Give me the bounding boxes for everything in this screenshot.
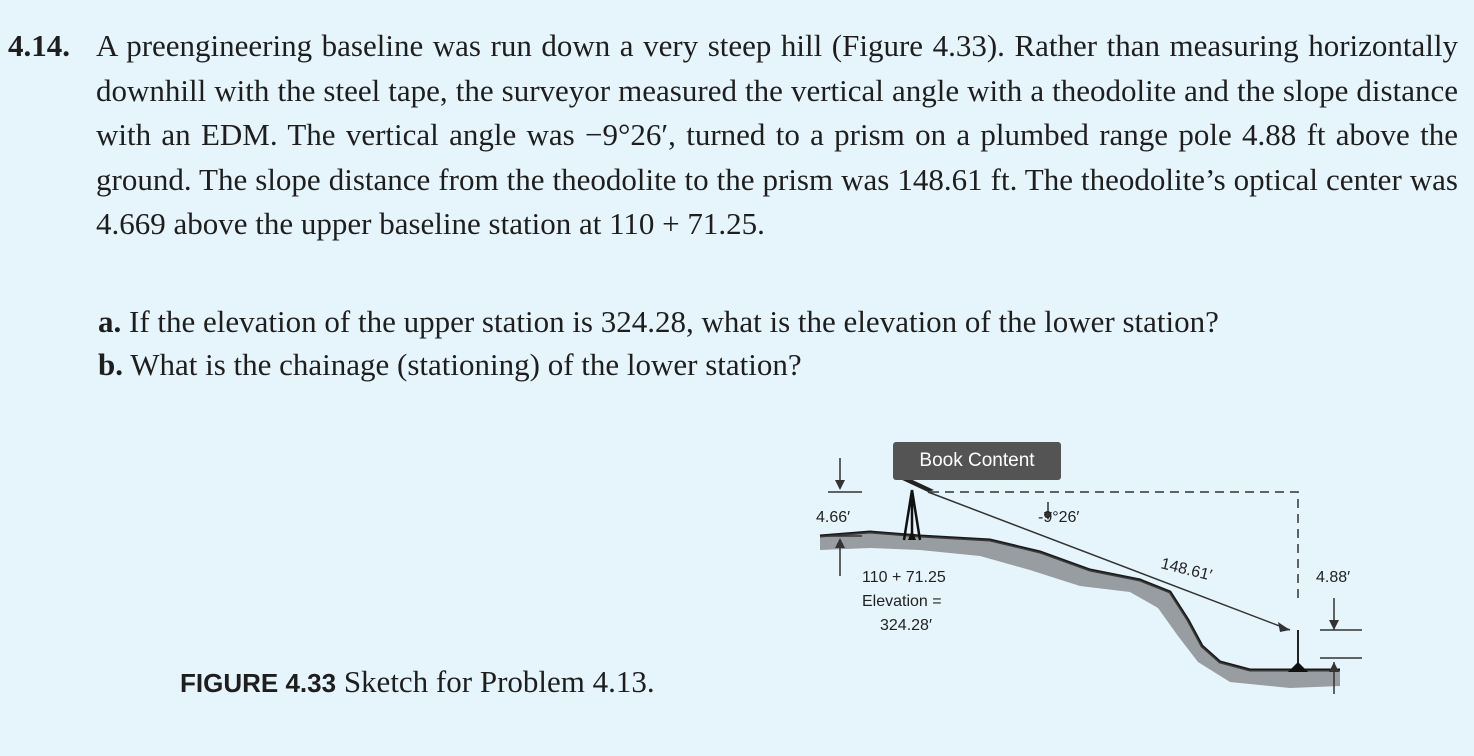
question-parts — [98, 300, 1219, 386]
ground-hatching — [820, 532, 1340, 688]
sight-arrow-icon — [1278, 622, 1290, 632]
part-a-text: If the elevation of the upper station is 324.28, what is the elevation of the lower station? — [129, 304, 1219, 339]
problem-number: 4.14. — [8, 28, 70, 63]
part-b — [98, 343, 1219, 386]
elevation-value: 324.28′ — [880, 617, 932, 634]
part-a-label: a. — [98, 304, 122, 339]
figure-4-33-sketch — [800, 440, 1400, 700]
rod-height-label: 4.88′ — [1316, 569, 1351, 586]
lower-station-marker-icon — [1288, 662, 1308, 672]
station-label: 110 + 71.25 — [862, 569, 946, 586]
figure-caption-text: Sketch for Problem 4.13. — [343, 664, 655, 699]
book-content-tooltip: Book Content — [893, 442, 1061, 480]
problem-text: A preengineering baseline was run down a very steep hill (Figure 4.33). Rather than measuring horizontally downhill with the steel tape, the surveyor measured the vertical angle with a theodolite and the slope distance with an EDM. The vertical angle was −9°26′, turned to a prism on a plumbed range pole 4.88 ft above the ground. The slope distance from the theodolite to the prism was 148.61 ft. The theodolite’s optical center was 4.669 above the upper baseline station at 110 + 71.25. — [96, 28, 1458, 242]
part-b-text: What is the chainage (stationing) of the lower station? — [130, 347, 802, 382]
slope-distance-label: 148.61′ — [1159, 555, 1214, 585]
part-b-label: b. — [98, 347, 123, 382]
angle-label: -9°26′ — [1038, 509, 1080, 526]
figure-number: FIGURE 4.33 — [180, 668, 337, 698]
line-of-sight — [928, 492, 1290, 630]
rod-dimension-arrows-icon — [1329, 620, 1339, 672]
part-a — [98, 300, 1219, 343]
elevation-label: Elevation = — [862, 593, 942, 610]
problem-4-14 — [8, 24, 1458, 247]
figure-caption — [180, 664, 655, 700]
hi-label: 4.66′ — [816, 509, 851, 526]
